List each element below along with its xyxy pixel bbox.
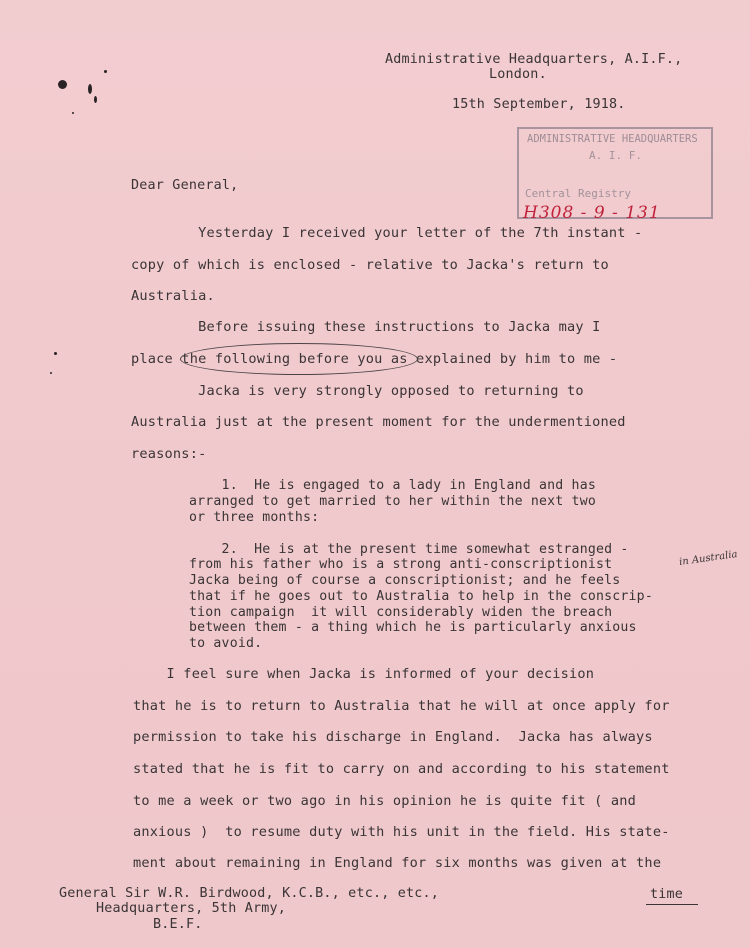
reason-2-line: to avoid. <box>189 636 263 651</box>
registry-number: H308 - 9 - 131 <box>523 203 661 223</box>
stamp-line-2: A. I. F. <box>589 149 642 162</box>
addressee-line-3: B.E.F. <box>153 917 203 932</box>
address-line-1: Administrative Headquarters, A.I.F., <box>385 52 683 67</box>
paragraph-3-line: to me a week or two ago in his opinion he is quite fit ( and <box>133 793 637 809</box>
paragraph-3-line: I feel sure when Jacka is informed of your decision <box>133 666 595 682</box>
ink-blot <box>94 96 97 103</box>
paragraph-3-line: permission to take his discharge in England. Jacka has always <box>133 729 653 745</box>
margin-annotation: in Australia <box>678 548 739 569</box>
paragraph-3-line: anxious ) to resume duty with his unit in the field. His state- <box>133 824 670 840</box>
registry-stamp <box>517 127 713 223</box>
address-line-2: London. <box>489 67 547 82</box>
paragraph-2-line: Jacka is very strongly opposed to returning to <box>131 383 584 399</box>
paragraph-2-line: Before issuing these instructions to Jacka may I <box>131 319 601 335</box>
ink-blot <box>50 372 52 374</box>
ink-blot <box>54 352 57 355</box>
catchword: time <box>650 887 684 902</box>
paragraph-3-line: ment about remaining in England for six months was given at the <box>133 855 662 871</box>
letter-date: 15th September, 1918. <box>452 97 626 112</box>
ink-blot <box>58 80 67 89</box>
reason-2-line: from his father who is a strong anti-conscriptionist <box>189 557 613 572</box>
stamp-line-1: ADMINISTRATIVE HEADQUARTERS <box>527 133 698 145</box>
paragraph-1-line: Yesterday I received your letter of the 7th instant - <box>131 225 643 241</box>
reason-2-line: 2. He is at the present time somewhat estranged - <box>189 542 629 557</box>
ink-blot <box>88 84 92 94</box>
ink-blot <box>104 70 107 73</box>
addressee-line-2: Headquarters, 5th Army, <box>96 901 287 916</box>
paragraph-2-line: reasons:- <box>131 446 207 462</box>
catchword-underline <box>646 904 698 905</box>
reason-2-line: that if he goes out to Australia to help in the conscrip- <box>189 589 653 604</box>
reason-1-line: 1. He is engaged to a lady in England and has <box>189 478 596 493</box>
stamp-line-3: Central Registry <box>525 187 631 200</box>
paragraph-1-line: copy of which is enclosed - relative to Jacka's return to <box>131 257 609 273</box>
reason-2-line: tion campaign it will considerably widen the breach <box>189 605 613 620</box>
paragraph-3-line: stated that he is fit to carry on and according to his statement <box>133 761 670 777</box>
paragraph-3-line: that he is to return to Australia that he will at once apply for <box>133 698 670 714</box>
paragraph-1-line: Australia. <box>131 288 215 304</box>
salutation: Dear General, <box>131 178 239 193</box>
addressee-line-1: General Sir W.R. Birdwood, K.C.B., etc., etc., <box>59 886 440 901</box>
ink-blot <box>72 112 74 114</box>
hand-drawn-oval <box>180 343 418 375</box>
reason-1-line: arranged to get married to her within the next two <box>189 494 596 509</box>
paragraph-2-line: place the following before you as explained by him to me - <box>131 351 618 367</box>
reason-2-line: Jacka being of course a conscriptionist; and he feels <box>189 573 621 588</box>
reason-1-line: or three months: <box>189 510 320 525</box>
reason-2-line: between them - a thing which he is particularly anxious <box>189 620 637 635</box>
paragraph-2-line: Australia just at the present moment for the undermentioned <box>131 414 626 430</box>
